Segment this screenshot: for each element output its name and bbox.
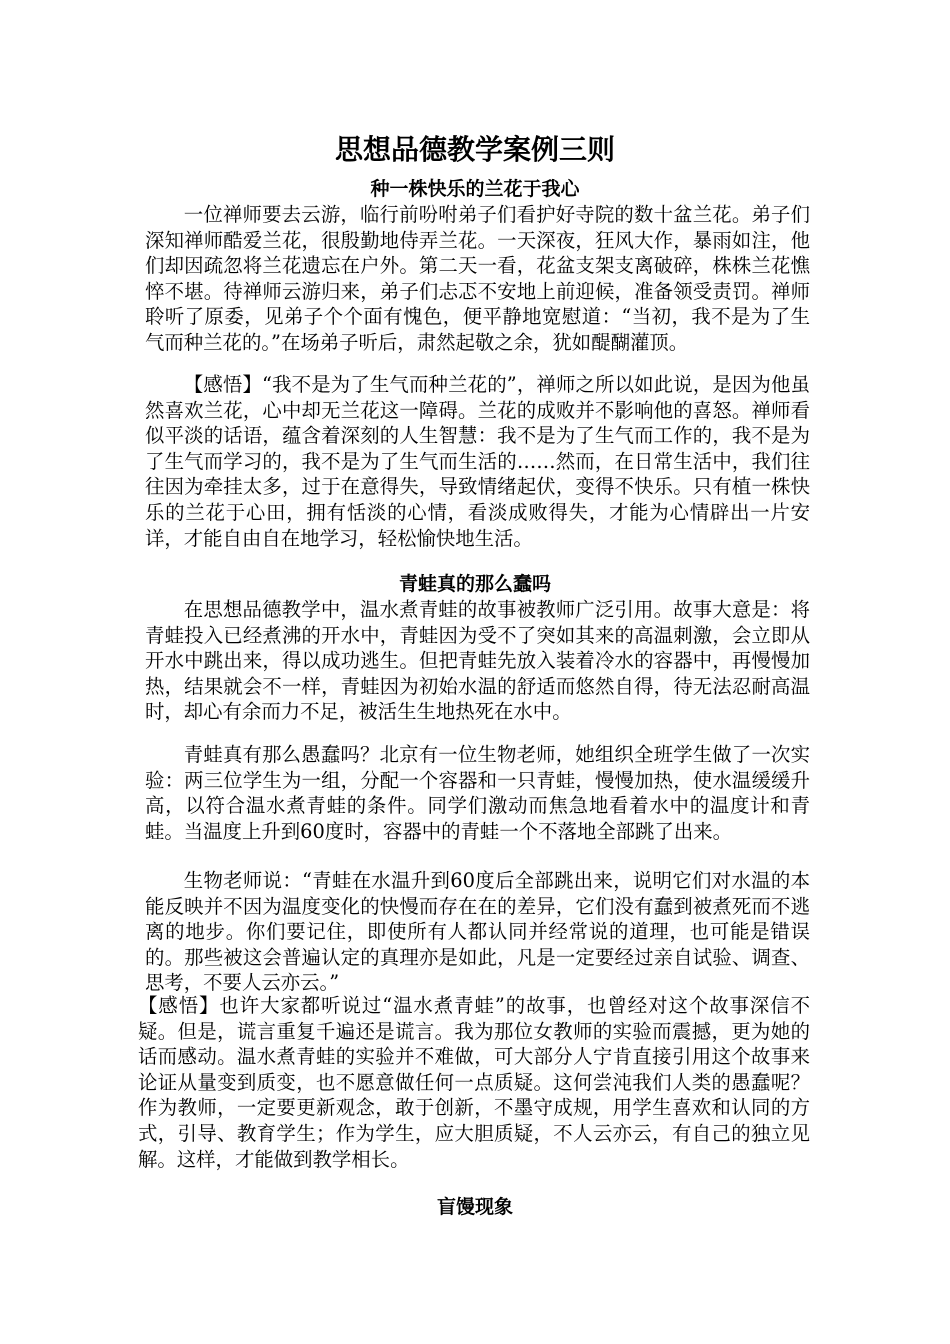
document-title: 思想品德教学案例三则 (334, 133, 615, 166)
paragraph-frog-reflection: 【感悟】也许大家都听说过“温水煮青蛙”的故事，也曾经对这个故事深信不疑。但是，谎言重复千遍还是谎言。我为那位女教师的实验而震撼，更为她的话而感动。温水煮青蛙的实验并不难做，可大部分人宁肯直接引用这个故事来论证从量变到质变，也不愿意做任何一点质疑。这何尝沌我们人类的愚蠢呢？作为教师，一定要更新观念，敢于创新，不墨守成规，用学生喜欢和认同的方式，引导、教育学生；作为学生，应大胆质疑，不人云亦云，有自己的独立见解。这样，才能做到教学相长。 (138, 994, 810, 1171)
paragraph-frog-experiment: 青蛙真有那么愚蠢吗？北京有一位生物老师，她组织全班学生做了一次实验：两三位学生为一组，分配一个容器和一只青蛙，慢慢加热，使水温缓缓升高，以符合温水煮青蛙的条件。同学们激动而焦急地看着水中的温度计和青蛙。当温度上升到60度时，容器中的青蛙一个不落地全部跳了出来。 (145, 743, 810, 843)
section-heading-frog: 青蛙真的那么蠢吗 (398, 573, 551, 595)
paragraph-frog-story: 在思想品德教学中，温水煮青蛙的故事被教师广泛引用。故事大意是：将青蛙投入已经煮沸的开水中，青蛙因为受不了突如其来的高温刺激，会立即从开水中跳出来，得以成功逃生。但把青蛙先放入装着冷水的容器中，再慢慢加热，结果就会不一样，青蛙因为初始水温的舒适而悠然自得，待无法忍耐高温时，却心有余而力不足，被活生生地热死在水中。 (145, 598, 810, 724)
paragraph-orchid-story: 一位禅师要去云游，临行前吩咐弟子们看护好寺院的数十盆兰花。弟子们深知禅师酷爱兰花，很殷勤地侍弄兰花。一天深夜，狂风大作，暴雨如注，他们却因疏忽将兰花遗忘在户外。第二天一看，花盆支架支离破碎，株株兰花憔悴不堪。待禅师云游归来，弟子们忐忑不安地上前迎候，准备领受责罚。禅师聆听了原委，见弟子个个面有愧色，便平静地宽慰道：“当初，我不是为了生气而种兰花的。”在场弟子听后，肃然起敬之余，犹如醍醐灌顶。 (145, 203, 810, 354)
paragraph-orchid-reflection: 【感悟】“我不是为了生气而种兰花的”，禅师之所以如此说，是因为他虽然喜欢兰花，心中却无兰花这一障碍。兰花的成败并不影响他的喜怒。禅师看似平淡的话语，蕴含着深刻的人生智慧：我不是为了生气而工作的，我不是为了生气而学习的，我不是为了生气而生活的……然而，在日常生活中，我们往往因为牵挂太多，过于在意得失，导致情绪起伏，变得不快乐。只有植一株快乐的兰花于心田，拥有恬淡的心情，看淡成败得失，才能为心情辟出一片安详，才能自由自在地学习，轻松愉快地生活。 (145, 373, 810, 550)
section-heading-blind-bun: 盲馒现象 (436, 1196, 513, 1218)
section-heading-orchid: 种一株快乐的兰花于我心 (370, 178, 580, 200)
paragraph-frog-teacher-quote: 生物老师说：“青蛙在水温升到60度后全部跳出来，说明它们对水温的本能反映并不因为温度变化的快慢而存在在的差异，它们没有蠢到被煮死而不逃离的地步。你们要记住，即使所有人都认同并经常说的道理，也可能是错误的。那些被这会普遍认定的真理亦是如此，凡是一定要经过亲自试验、调查、思考，不要人云亦云。” (145, 869, 810, 995)
